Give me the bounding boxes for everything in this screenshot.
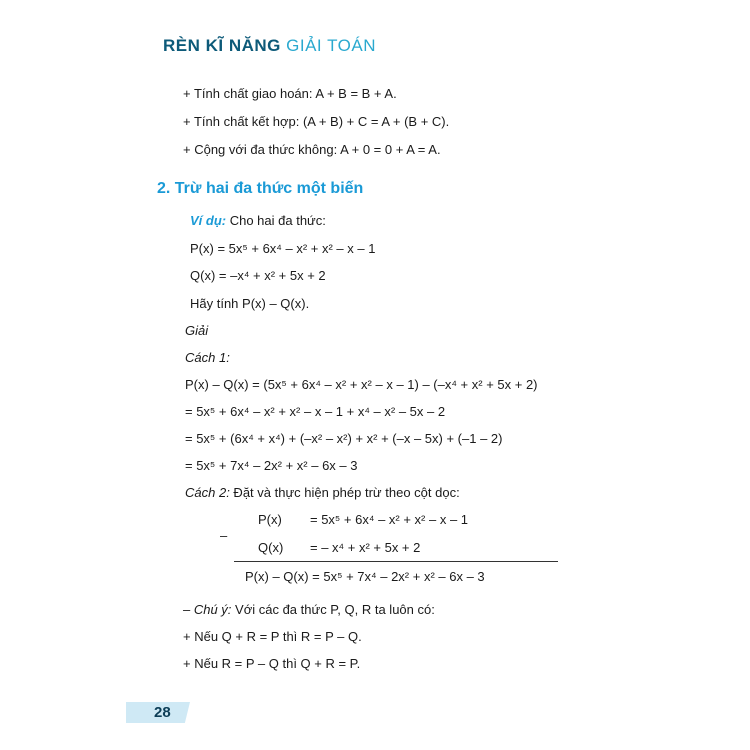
property-associative: + Tính chất kết hợp: (A + B) + C = A + (B + C). [183,114,450,129]
example-intro [190,213,326,229]
method1-line: = 5x⁵ + 6x⁴ – x² + x² – x – 1 + x⁴ – x² – 5x – 2 [185,404,446,419]
header-title-light: GIẢI TOÁN [286,36,376,55]
column-result: P(x) – Q(x) = 5x⁵ + 7x⁴ – 2x² + x² – 6x – 3 [245,569,485,584]
column-q-label: Q(x) [258,540,284,555]
example-label: Ví dụ: [190,213,227,228]
note-item: + Nếu R = P – Q thì Q + R = P. [183,656,361,671]
column-divider-line [234,561,558,562]
method1-line: = 5x⁵ + (6x⁴ + x⁴) + (–x² – x²) + x² + (–x – 5x) + (–1 – 2) [185,431,503,446]
method1-line: P(x) – Q(x) = (5x⁵ + 6x⁴ – x² + x² – x – 1) – (–x⁴ + x² + 5x + 2) [185,377,538,392]
method1-label: Cách 1: [185,350,230,365]
method1-line: = 5x⁵ + 7x⁴ – 2x² + x² – 6x – 3 [185,458,358,473]
column-p-label: P(x) [258,512,282,527]
column-q-expression: = – x⁴ + x² + 5x + 2 [310,540,421,555]
running-header [163,36,376,56]
section-title: 2. Trừ hai đa thức một biến [157,180,364,197]
example-text: Cho hai đa thức: [226,213,326,228]
header-title-bold: RÈN KĨ NĂNG [163,36,281,55]
method2-label: Cách 2: [185,485,230,500]
method2-text: Đặt và thực hiện phép trừ theo cột dọc: [229,485,460,500]
page-number: 28 [154,704,171,721]
column-p-expression: = 5x⁵ + 6x⁴ – x² + x² – x – 1 [310,512,469,527]
column-minus-sign: – [220,528,228,543]
note-label: – Chú ý: [183,602,232,617]
property-commutative: + Tính chất giao hoán: A + B = B + A. [183,86,397,101]
q-definition: Q(x) = –x⁴ + x² + 5x + 2 [190,268,326,283]
solution-label: Giải [185,323,209,338]
note-text: Với các đa thức P, Q, R ta luôn có: [231,602,435,617]
property-zero: + Cộng với đa thức không: A + 0 = 0 + A = A. [183,142,441,157]
p-definition: P(x) = 5x⁵ + 6x⁴ – x² + x² – x – 1 [190,241,376,256]
note-intro [183,602,435,618]
method2-intro [185,485,460,501]
example-question: Hãy tính P(x) – Q(x). [190,296,310,311]
note-item: + Nếu Q + R = P thì R = P – Q. [183,629,362,644]
